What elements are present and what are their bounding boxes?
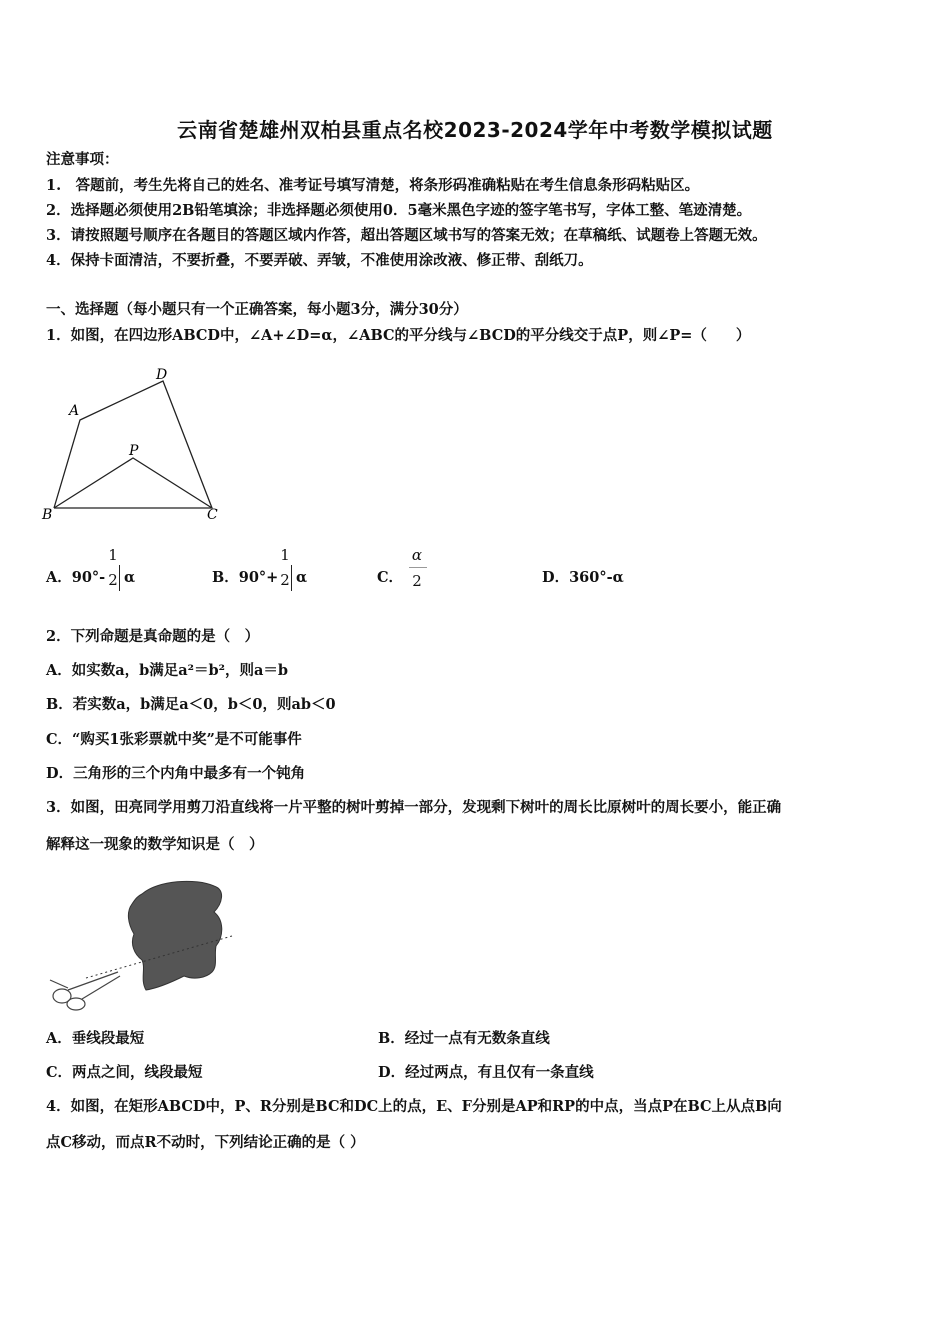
leaf-scissors-figure: [46, 876, 246, 1016]
label-B: B: [42, 507, 53, 523]
note-item-3: 3．请按照题号顺序在各题目的答题区域内作答，超出答题区域书写的答案无效；在草稿纸、试题卷上答题无效。: [46, 227, 767, 244]
section-heading: 一、选择题（每小题只有一个正确答案，每小题3分，满分30分）: [46, 301, 468, 318]
q1-option-c-denominator: 2: [412, 572, 422, 590]
question-4-stem-line1: 4．如图，在矩形ABCD中，P、R分别是BC和DC上的点，E、F分别是AP和RP的中点，当点P在BC上从点B向: [46, 1098, 782, 1115]
q1-option-b-prefix: B．90°+: [212, 569, 279, 586]
label-P: P: [129, 443, 139, 459]
q1-option-a-suffix: α: [124, 569, 136, 586]
q1-option-c-numerator: α: [411, 546, 423, 564]
bisector-lines: [54, 458, 212, 508]
q3-option-b: B．经过一点有无数条直线: [378, 1030, 550, 1047]
label-A: A: [69, 403, 80, 419]
q1-option-d: D．360°-α: [542, 569, 624, 586]
q1-option-b-suffix: α: [296, 569, 308, 586]
q3-option-d: D．经过两点，有且仅有一条直线: [378, 1064, 594, 1081]
q2-option-c: C．“购买1张彩票就中奖”是不可能事件: [46, 731, 302, 748]
leaf-shape: [128, 881, 221, 990]
q2-option-d: D．三角形的三个内角中最多有一个钝角: [46, 765, 306, 782]
q2-option-b: B．若实数a，b满足a＜0，b＜0，则ab＜0: [46, 696, 336, 713]
q1-option-a-denominator: 2: [108, 571, 118, 589]
question-2-stem: 2．下列命题是真命题的是（ ）: [46, 628, 260, 645]
q1-option-c-prefix: C．: [377, 569, 404, 586]
note-item-4: 4．保持卡面清洁，不要折叠，不要弄破、弄皱，不准使用涂改液、修正带、刮纸刀。: [46, 252, 593, 269]
q2-option-a: A．如实数a，b满足a²＝b²，则a＝b: [46, 662, 289, 679]
notes-heading: 注意事项：: [46, 151, 119, 168]
note-item-1: 1. 答题前，考生先将自己的姓名、准考证号填写清楚，将条形码准确粘贴在考生信息条形码粘贴区。: [46, 177, 700, 194]
quadrilateral-figure: [38, 360, 238, 530]
question-3-stem-line2: 解释这一现象的数学知识是（ ）: [46, 836, 264, 853]
q1-option-b-numerator: 1: [280, 546, 290, 564]
label-C: C: [207, 507, 218, 523]
note-item-2: 2．选择题必须使用2B铅笔填涂；非选择题必须使用0．5毫米黑色字迹的签字笔书写，字体工整、笔迹清楚。: [46, 202, 752, 219]
label-D: D: [156, 367, 168, 383]
q1-option-b-denominator: 2: [280, 571, 290, 589]
q3-option-c: C．两点之间，线段最短: [46, 1064, 203, 1081]
question-3-stem-line1: 3．如图，田亮同学用剪刀沿直线将一片平整的树叶剪掉一部分，发现剩下树叶的周长比原树叶的周长要小，能正确: [46, 799, 782, 816]
q1-option-c-fraction-bar: [409, 567, 427, 568]
page-title: 云南省楚雄州双柏县重点名校2023-2024学年中考数学模拟试题: [177, 118, 773, 142]
question-4-stem-line2: 点C移动，而点R不动时，下列结论正确的是（ ）: [46, 1134, 365, 1151]
question-1-stem: 1．如图，在四边形ABCD中，∠A+∠D=α，∠ABC的平分线与∠BCD的平分线交于点P，则∠P=（ ）: [46, 327, 751, 344]
q1-option-a-numerator: 1: [108, 546, 118, 564]
q1-option-a-prefix: A．90°-: [46, 569, 106, 586]
scissors-icon: [50, 972, 120, 1010]
q3-option-a: A．垂线段最短: [46, 1030, 145, 1047]
